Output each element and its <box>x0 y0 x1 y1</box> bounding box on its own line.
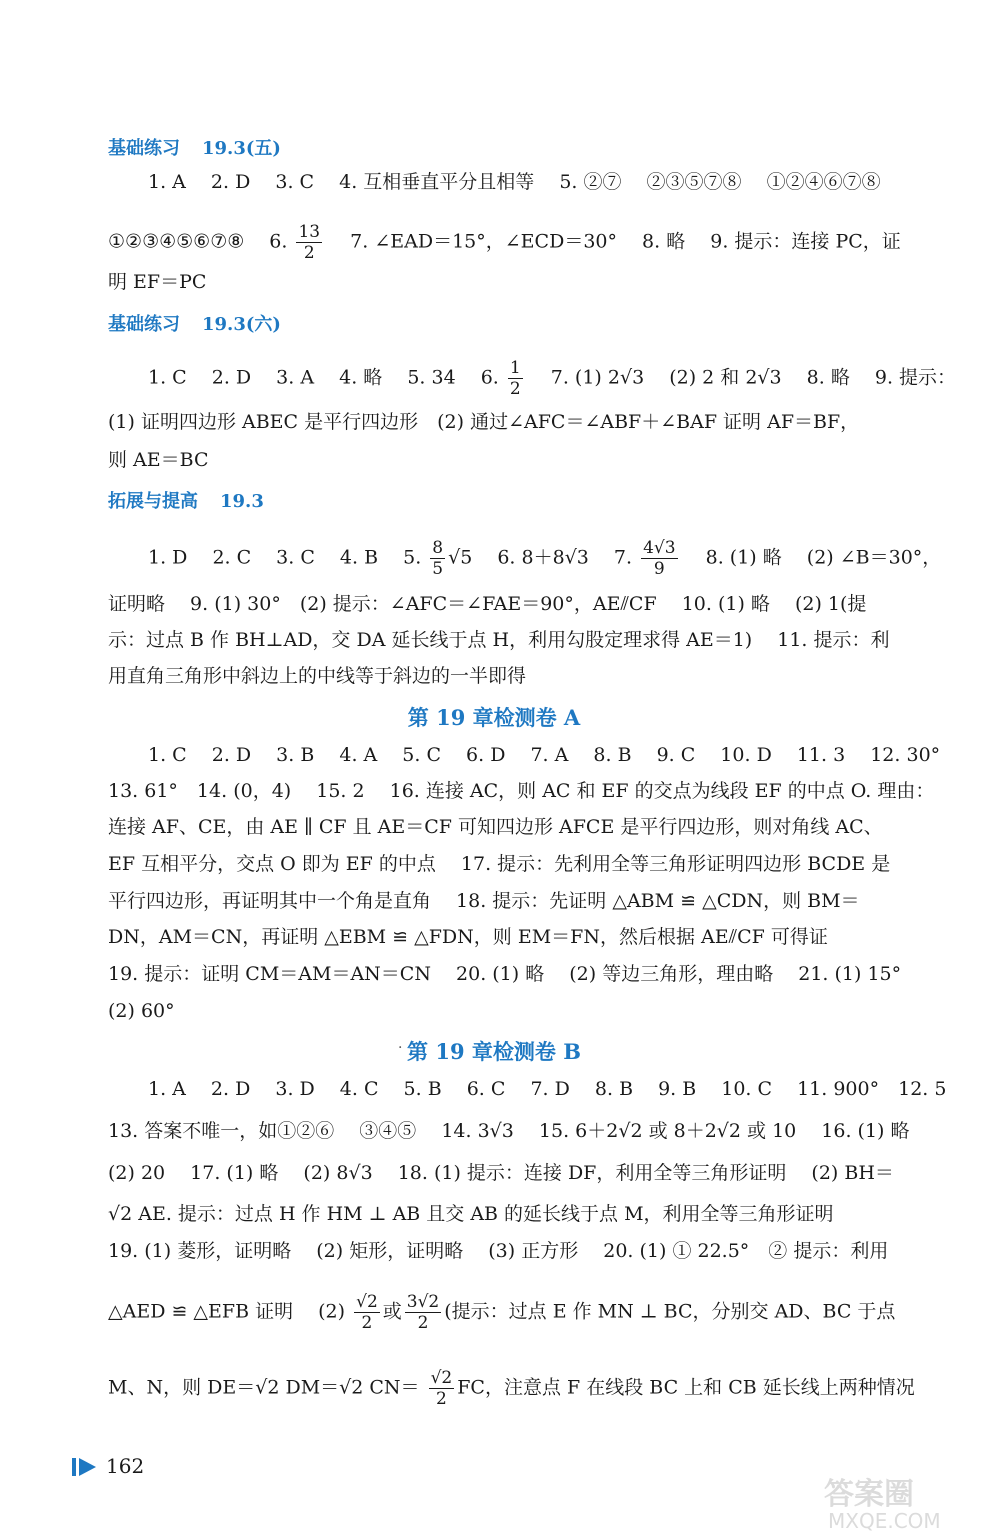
chapter-title-b: 第 19 章检测卷 B <box>407 1039 581 1064</box>
svg-text:答案圈: 答案圈 <box>824 1477 914 1512</box>
fraction-denominator: 2 <box>436 1389 447 1409</box>
fraction <box>508 358 523 399</box>
answer-line: 1. A 2. D 3. C 4. 互相垂直平分且相等 5. ②⑦ ②③⑤⑦⑧ ①②④⑥⑦⑧ <box>148 171 881 193</box>
section-heading-2 <box>108 310 281 336</box>
section-code: 19.3(六) <box>202 314 281 335</box>
answer-line: DN，AM＝CN，再证明 △EBM ≌ △FDN，则 EM＝FN，然后根据 AE⫽CF 可得证 <box>108 926 828 948</box>
answer-text: (提示：过点 E 作 MN ⊥ BC，分别交 AD、BC 于点 <box>444 1300 896 1323</box>
answer-line: EF 互相平分，交点 O 即为 EF 的中点 17. 提示：先利用全等三角形证明四边形 BCDE 是 <box>108 853 891 875</box>
section-title: 基础练习 <box>108 138 180 159</box>
fraction-denominator: 2 <box>417 1313 429 1333</box>
answer-text: △AED ≌ △EFB 证明 (2) <box>108 1300 346 1323</box>
answer-text: √5 6. 8＋8√3 7. <box>448 546 633 569</box>
answer-line: 13. 61° 14. (0，4) 15. 2 16. 连接 AC，则 AC 和 EF 的交点为线段 EF 的中点 O. 理由： <box>108 780 935 802</box>
section-heading-1 <box>108 134 281 160</box>
fraction <box>296 222 322 263</box>
answer-line: 19. 提示：证明 CM＝AM＝AN＝CN 20. (1) 略 (2) 等边三角形，理由略 21. (1) 15° <box>108 963 902 985</box>
answer-line: (2) 60° <box>108 1000 175 1022</box>
fraction-numerator: √2 <box>430 1368 453 1388</box>
answer-text: 或 <box>382 1300 402 1323</box>
answer-text: FC，注意点 F 在线段 BC 上和 CB 延长线上两种情况 <box>457 1376 915 1399</box>
section-title: 拓展与提高 <box>108 491 198 512</box>
chapter-title-a: 第 19 章检测卷 A <box>407 705 581 730</box>
answer-line <box>108 222 938 263</box>
answer-text: M、N，则 DE＝√2 DM＝√2 CN＝ <box>108 1376 420 1399</box>
fraction-numerator: √2 <box>356 1292 378 1312</box>
section-title: 基础练习 <box>108 314 180 335</box>
fraction <box>354 1292 380 1333</box>
stray-dot: · <box>398 1040 403 1056</box>
fraction-denominator: 9 <box>653 559 665 579</box>
fraction <box>641 538 677 579</box>
answer-line: 19. (1) 菱形，证明略 (2) 矩形，证明略 (3) 正方形 20. (1) ① 22.5° ② 提示：利用 <box>108 1240 889 1262</box>
answer-line: 证明略 9. (1) 30° (2) 提示：∠AFC＝∠FAE＝90°，AE⫽CF 10. (1) 略 (2) 1(提 <box>108 593 867 615</box>
fraction-denominator: 2 <box>509 379 521 399</box>
fraction-denominator: 2 <box>303 243 315 263</box>
svg-text:MXQE.COM: MXQE.COM <box>828 1509 941 1532</box>
answer-line: 1. A 2. D 3. D 4. C 5. B 6. C 7. D 8. B 9. B 10. C 11. 900° 12. 5 <box>148 1078 947 1100</box>
answer-line: 平行四边形，再证明其中一个角是直角 18. 提示：先证明 △ABM ≌ △CDN，则 BM＝ <box>108 890 860 912</box>
answer-line: (2) 20 17. (1) 略 (2) 8√3 18. (1) 提示：连接 DF，利用全等三角形证明 (2) BH＝ <box>108 1162 894 1184</box>
answer-text: 1. C 2. D 3. A 4. 略 5. 34 6. <box>148 366 499 389</box>
fraction-numerator: 4√3 <box>643 538 676 558</box>
watermark-logo <box>820 1470 968 1532</box>
answer-line <box>108 1368 938 1409</box>
fraction <box>430 538 445 579</box>
fraction-numerator: 3√2 <box>406 1292 440 1312</box>
section-code: 19.3(五) <box>202 138 281 159</box>
answer-line <box>108 1292 938 1333</box>
answer-text: 7. (1) 2√3 (2) 2 和 2√3 8. 略 9. 提示： <box>531 366 957 389</box>
answer-line: 则 AE＝BC <box>108 449 209 471</box>
page-number: 162 <box>106 1454 145 1478</box>
answer-line: 连接 AF、CE，由 AE ∥ CF 且 AE＝CF 可知四边形 AFCE 是平行四边形，则对角线 AC、 <box>108 816 883 838</box>
answer-line: 用直角三角形中斜边上的中线等于斜边的一半即得 <box>108 665 527 687</box>
fraction-denominator: 2 <box>361 1313 373 1333</box>
answer-line <box>148 538 942 579</box>
fraction <box>429 1368 455 1409</box>
section-heading-3 <box>108 487 264 513</box>
answer-text: ①②③④⑤⑥⑦⑧ 6. <box>108 230 288 253</box>
page-marker-icon <box>72 1456 98 1478</box>
answer-line: (1) 证明四边形 ABEC 是平行四边形 (2) 通过∠AFC＝∠ABF＋∠BAF 证明 AF＝BF， <box>108 411 860 433</box>
fraction-numerator: 13 <box>298 222 321 242</box>
fraction <box>405 1292 441 1333</box>
answer-text: 1. D 2. C 3. C 4. B 5. <box>148 546 422 569</box>
answer-line <box>148 358 957 399</box>
section-code: 19.3 <box>220 491 264 512</box>
answer-line: 1. C 2. D 3. B 4. A 5. C 6. D 7. A 8. B 9. C 10. D 11. 3 12. 30° <box>148 744 941 766</box>
answer-line: 13. 答案不唯一，如①②⑥ ③④⑤ 14. 3√3 15. 6＋2√2 或 8＋2√2 或 10 16. (1) 略 <box>108 1120 910 1142</box>
answer-text: 7. ∠EAD＝15°，∠ECD＝30° 8. 略 9. 提示：连接 PC，证 <box>331 230 901 253</box>
fraction-denominator: 5 <box>432 559 444 579</box>
answer-line: √2 AE. 提示：过点 H 作 HM ⊥ AB 且交 AB 的延长线于点 M，利用全等三角形证明 <box>108 1203 834 1225</box>
answer-line: 示：过点 B 作 BH⊥AD，交 DA 延长线于点 H，利用勾股定理求得 AE＝1) 11. 提示：利 <box>108 629 890 651</box>
answer-text: 8. (1) 略 (2) ∠B＝30°， <box>686 546 942 569</box>
fraction-numerator: 8 <box>432 538 444 558</box>
answer-line: 明 EF＝PC <box>108 271 207 293</box>
fraction-numerator: 1 <box>509 358 521 378</box>
